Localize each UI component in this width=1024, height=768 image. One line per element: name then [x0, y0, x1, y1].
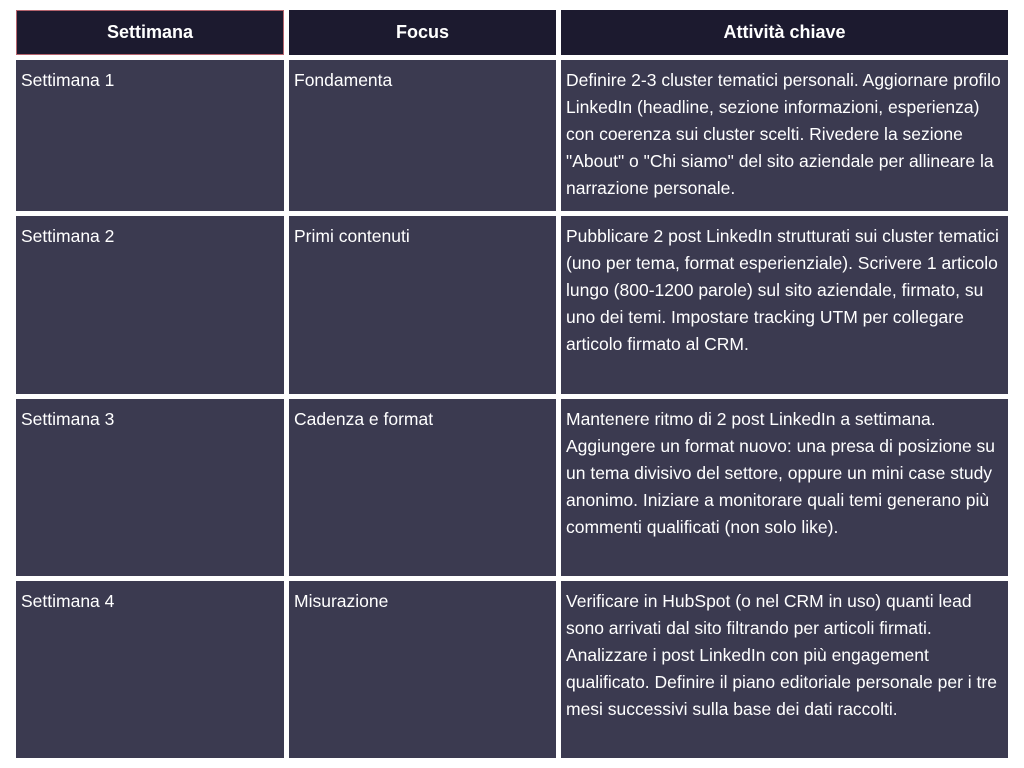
header-attivita: Attività chiave	[561, 10, 1008, 55]
row-4-week: Settimana 4	[16, 581, 284, 758]
row-2-week: Settimana 2	[16, 216, 284, 394]
plan-table	[16, 10, 1008, 758]
row-1-activities: Definire 2-3 cluster tematici personali. Aggiornare profilo LinkedIn (headline, sezione informazioni, esperienza) con coerenza sui cluster scelti. Rivedere la sezione "About" o "Chi siamo" del sito aziendale per allineare la narrazione personale.	[561, 60, 1008, 211]
row-2-focus: Primi contenuti	[289, 216, 556, 394]
row-1-week: Settimana 1	[16, 60, 284, 211]
row-3-activities: Mantenere ritmo di 2 post LinkedIn a settimana. Aggiungere un format nuovo: una presa di posizione su un tema divisivo del settore, oppure un mini case study anonimo. Iniziare a monitorare quali temi generano più commenti qualificati (non solo like).	[561, 399, 1008, 576]
row-4-focus: Misurazione	[289, 581, 556, 758]
row-1-focus: Fondamenta	[289, 60, 556, 211]
row-2-activities: Pubblicare 2 post LinkedIn strutturati sui cluster tematici (uno per tema, format esperienziale). Scrivere 1 articolo lungo (800-1200 parole) sul sito aziendale, firmato, su uno dei temi. Impostare tracking UTM per collegare articolo firmato al CRM.	[561, 216, 1008, 394]
row-4-activities: Verificare in HubSpot (o nel CRM in uso) quanti lead sono arrivati dal sito filtrando per articoli firmati. Analizzare i post LinkedIn con più engagement qualificato. Definire il piano editoriale personale per i tre mesi successivi sulla base dei dati raccolti.	[561, 581, 1008, 758]
header-settimana: Settimana	[16, 10, 284, 55]
row-3-focus: Cadenza e format	[289, 399, 556, 576]
row-3-week: Settimana 3	[16, 399, 284, 576]
header-focus: Focus	[289, 10, 556, 55]
